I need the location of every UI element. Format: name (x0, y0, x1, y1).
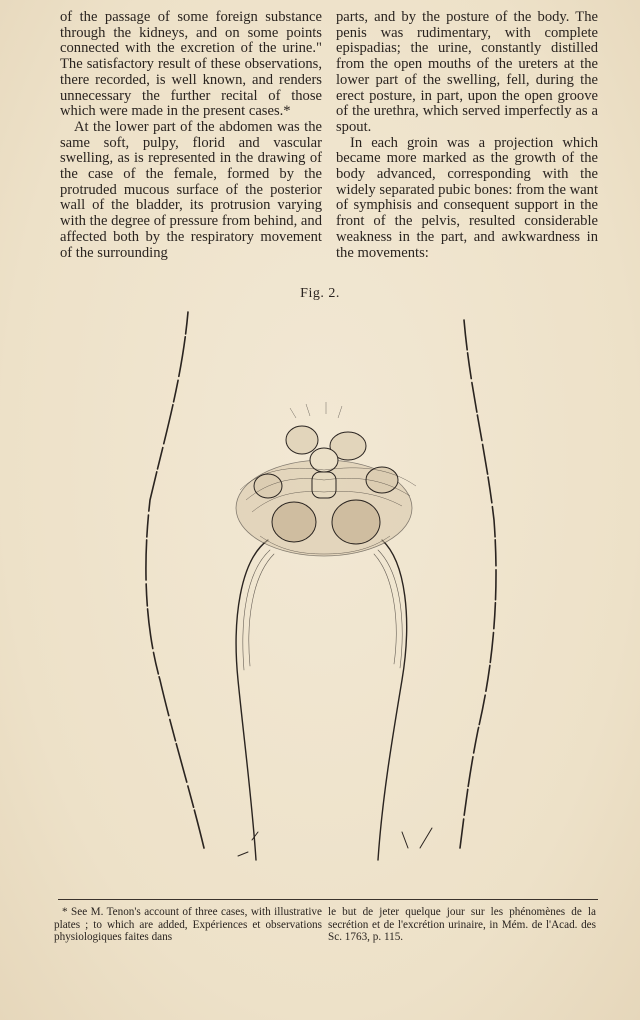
footnote-text-left: * See M. Tenon's account of three cases, with illustrative plates ; to which are added, Expériences et observations physiologiques faites dans (54, 906, 322, 944)
figure-caption: Fig. 2. (300, 286, 340, 301)
paragraph-continued-right: parts, and by the posture of the body. The penis was rudimentary, with complete epispadias; the urine, constantly distilled from the open mouths of the ureters at the lower part of the swelling, fell, during the erect posture, in part, upon the open groove of the urethra, which served imperfectly as a spout. (336, 9, 598, 135)
paragraph-abdomen: At the lower part of the abdomen was the same soft, pulpy, florid and vascular swelling, as is represented in the drawing of the case of the female, formed by the protruded mucous surface of the posterior wall of the bladder, its protrusion varying with the degree of pressure from behind, and affected both by the respiratory movement of the surrounding (60, 118, 322, 261)
footnote-left (54, 906, 322, 944)
paragraph-groin: In each groin was a projection which became more marked as the growth of the body advanced, corresponding with the widely separated pubic bones: from the want of symphisis and consequent support in the front of the pelvis, resulted considerable weakness in the part, and awkwardness in the movements: (336, 134, 598, 261)
footnote-right (328, 906, 596, 944)
footnote-divider (58, 899, 598, 900)
anatomical-illustration (120, 300, 520, 880)
text-column-left (60, 10, 322, 261)
paragraph-continued: of the passage of some foreign substance through the kidneys, and on some points connected with the excretion of the urine." The satisfactory result of these observations, there recorded, is well known, and renders unnecessary the further recital of those which were made in the present cases.* (60, 9, 322, 120)
footnote-text-right: le but de jeter quelque jour sur les phénomènes de la secrétion et de l'excrétion urinaire, in Mém. de l'Acad. des Sc. 1763, p. 115. (328, 906, 596, 944)
text-column-right (336, 10, 598, 261)
